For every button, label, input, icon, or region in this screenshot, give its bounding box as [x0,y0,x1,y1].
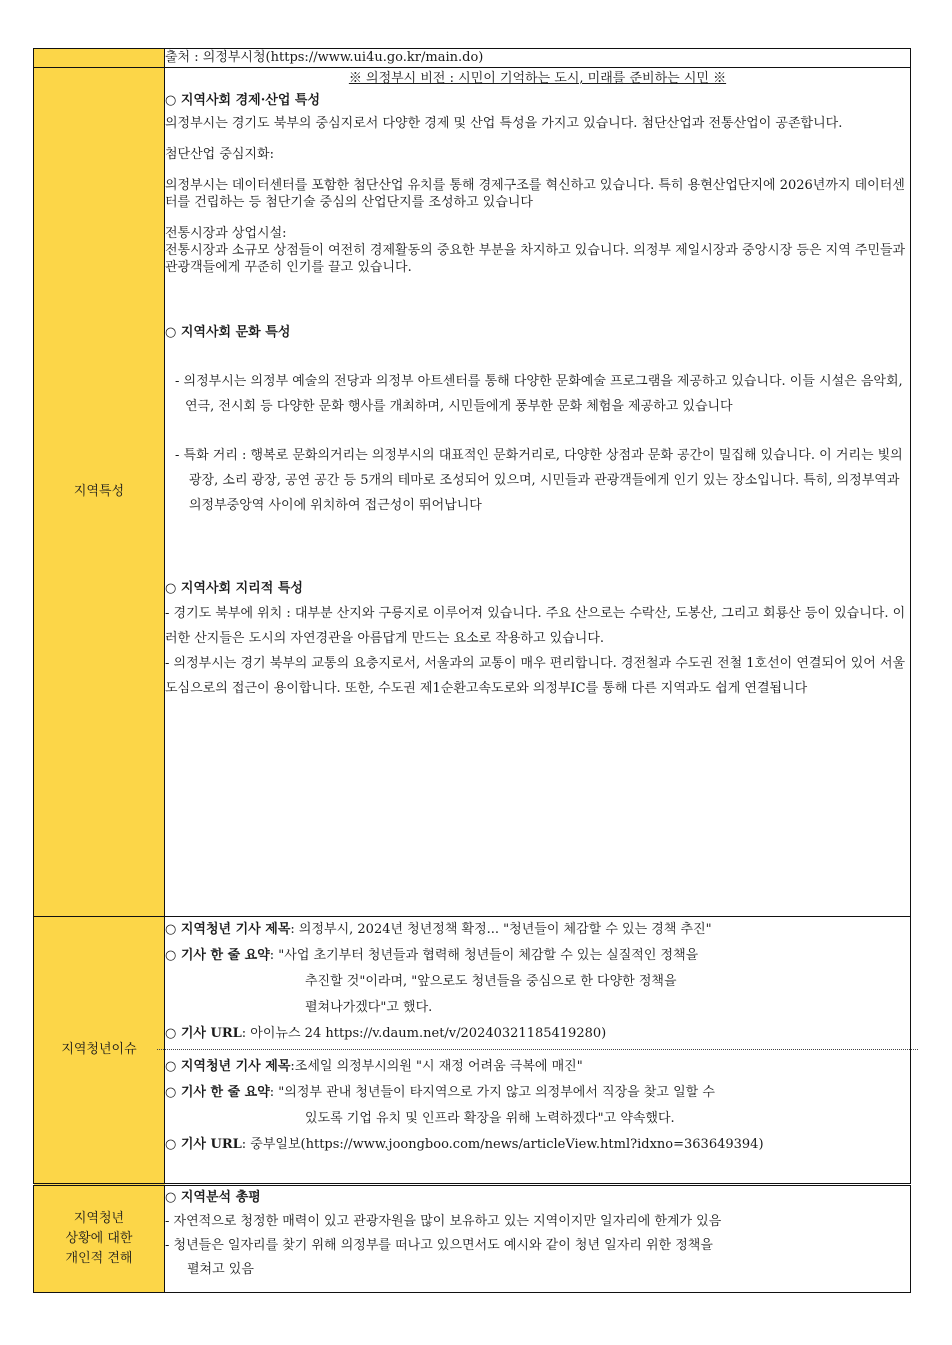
opinion-heading: ○ 지역분석 총평 [165,1190,261,1205]
source-cell [165,49,911,68]
geography-section [165,576,910,701]
article-2-summary-line-2: 있도록 기업 유치 및 인프라 확장을 위해 노력하겠다"고 약속했다. [305,1111,675,1126]
source-text: 출처 : 의정부시청(https://www.ui4u.go.kr/main.do) [165,50,484,65]
article-1-url [165,1021,910,1047]
article-1-summary-line-1: : "사업 초기부터 청년들과 협력해 청년들이 체감할 수 있는 실질적인 정책을 [269,948,699,963]
opinion-item-1: - 자연적으로 청정한 매력이 있고 관광자원을 많이 보유하고 있는 지역이지만 일자리에 한계가 있음 [165,1214,722,1229]
youth-issue-label: 지역청년이슈 [34,917,165,1185]
article-1-url-label: ○ 기사 URL [165,1026,242,1041]
geography-paragraph-2: - 의정부시는 경기 북부의 교통의 요충지로서, 서울과의 교통이 매우 편리합니다. 경전철과 수도권 전철 1호선이 연결되어 있어 서울 도심으로의 접근이 용이합니다. 또한, 수도권 제1순환고속도로와 의정부IC를 통해 다른 지역과도 쉽게 연결됩니다 [165,656,906,696]
region-characteristics-row [34,68,911,917]
article-2-title [165,1054,910,1080]
article-2-url-label: ○ 기사 URL [165,1137,242,1152]
article-1-title [165,917,910,943]
article-1-summary-line-2: 추진할 것"이라며, "앞으로도 청년들을 중심으로 한 다양한 정책을 [305,974,677,989]
region-characteristics-content [165,68,911,917]
article-separator [157,1049,918,1050]
article-2-summary-label: ○ 기사 한 줄 요약 [165,1085,270,1100]
article-1-summary-line-3: 펼쳐나가겠다"고 했다. [305,1000,433,1015]
opinion-label [34,1185,165,1293]
article-1-summary-label: ○ 기사 한 줄 요약 [165,948,270,963]
opinion-label-line-3: 개인적 견해 [65,1251,133,1266]
youth-issue-content [165,917,911,1185]
article-2-url-text[interactable]: : 중부일보(https://www.joongboo.com/news/articleView.html?idxno=363649394) [241,1137,764,1152]
article-1-url-text[interactable]: : 아이뉴스 24 https://v.daum.net/v/20240321185419280) [241,1026,607,1041]
article-2-summary-line-1: : "의정부 관내 청년들이 타지역으로 가지 않고 의정부에서 직장을 찾고 일할 수 [269,1085,715,1100]
document-page [33,48,911,1293]
economy-paragraph-4-title: 전통시장과 상업시설: [165,226,287,241]
article-1-summary [165,943,910,969]
economy-paragraph-3: 의정부시는 데이터센터를 포함한 첨단산업 유치를 통해 경제구조를 혁신하고 있습니다. 특히 용현산업단지에 2026년까지 데이터센터를 건립하는 등 첨단기술 중심의 산업단지를 조성하고 있습니다 [165,178,905,210]
city-vision: ※ 의정부시 비전 : 시민이 기억하는 도시, 미래를 준비하는 시민 ※ [348,71,727,86]
region-characteristics-label: 지역특성 [34,68,165,917]
source-label-cell [34,49,165,68]
economy-heading: ○ 지역사회 경제·산업 특성 [165,93,321,108]
culture-item-2: - 특화 거리 : 행복로 문화의거리는 의정부시의 대표적인 문화거리로, 다양한 상점과 문화 공간이 밀집해 있습니다. 이 거리는 빛의 광장, 소리 광장, 공연 공간 등 5개의 테마로 조성되어 있으며, 시민들과 관광객들에게 인기 있는 장소입니다. 특히, 의정부역과 의정부중앙역 사이에 위치하여 접근성이 뛰어납니다 [175,448,903,513]
economy-paragraph-1: 의정부시는 경기도 북부의 중심지로서 다양한 경제 및 산업 특성을 가지고 있습니다. 첨단산업과 전통산업이 공존합니다. [165,116,843,131]
culture-item-1: - 의정부시는 의정부 예술의 전당과 의정부 아트센터를 통해 다양한 문화예술 프로그램을 제공하고 있습니다. 이들 시설은 음악회, 연극, 전시회 등 다양한 문화 행사를 개최하며, 시민들에게 풍부한 문화 체험을 제공하고 있습니다 [175,374,903,414]
economy-paragraph-2: 첨단산업 중심지화: [165,147,274,162]
article-1-title-text: : 의정부시, 2024년 청년정책 확정... "청년들이 체감할 수 있는 경책 추진" [290,922,712,937]
opinion-label-line-1: 지역청년 [73,1211,125,1226]
geography-heading: ○ 지역사회 지리적 특성 [165,581,303,596]
article-2-title-text: :조세일 의정부시의원 "시 재정 어려움 극복에 매진" [290,1059,583,1074]
economy-paragraph-4: 전통시장과 소규모 상점들이 여전히 경제활동의 중요한 부분을 차지하고 있습니다. 의정부 제일시장과 중앙시장 등은 지역 주민들과 관광객들에게 꾸준히 인기를 끌고 있습니다. [165,243,906,275]
article-2-url [165,1132,910,1158]
opinion-content [165,1185,911,1293]
geography-paragraph-1: - 경기도 북부에 위치 : 대부분 산지와 구릉지로 이루어져 있습니다. 주요 산으로는 수락산, 도봉산, 그리고 회룡산 등이 있습니다. 이러한 산지들은 도시의 자연경관을 아름답게 만드는 요소로 작용하고 있습니다. [165,606,906,646]
culture-heading: ○ 지역사회 문화 특성 [165,325,291,340]
source-row [34,49,911,68]
youth-issue-row [34,917,911,1185]
article-2-title-label: ○ 지역청년 기사 제목 [165,1059,291,1074]
opinion-label-line-2: 상황에 대한 [65,1231,133,1246]
article-2-summary [165,1080,910,1106]
opinion-item-2: - 청년들은 일자리를 찾기 위해 의정부를 떠나고 있으면서도 예시와 같이 청년 일자리 위한 정책을 [165,1238,713,1253]
report-table [33,48,911,1293]
opinion-item-2-cont: 펼쳐고 있음 [187,1262,254,1277]
article-1-title-label: ○ 지역청년 기사 제목 [165,922,291,937]
opinion-row [34,1185,911,1293]
